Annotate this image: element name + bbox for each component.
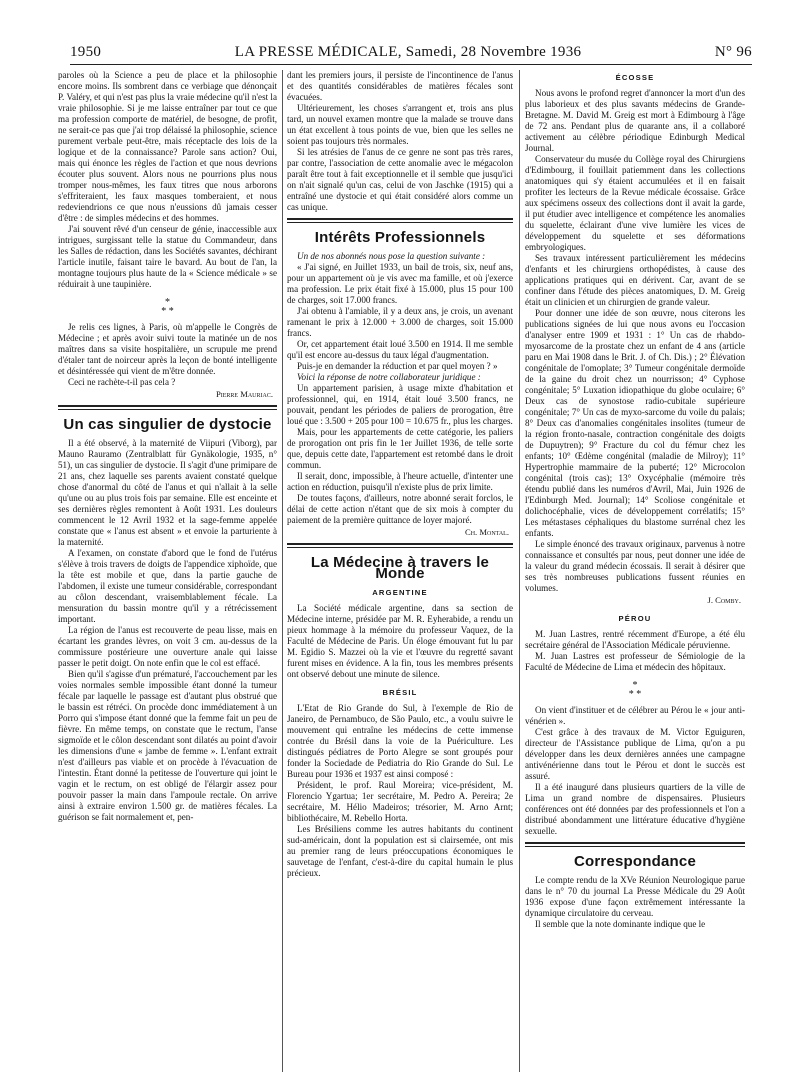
paragraph: Je relis ces lignes, à Paris, où m'appelle le Congrès de Médecine ; et après avoir suivi toute la matinée un de nos maîtres dans sa visite hospitalière, un scrupule me prend d'étaler tant de noirceur après la leçon de bonté intelligente et désintéressée qui vient de m'être donnée.: [58, 322, 277, 376]
paragraph: Nous avons le profond regret d'annoncer la mort d'un des plus laborieux et des plus savants médecins de Grande-Bretagne. M. David M. Greig est mort à Edimbourg à l'âge de 72 ans. Pendant plus de quarante ans, il a collaboré activement au célèbre périodique Edinburgh Medical Journal.: [525, 88, 745, 153]
paragraph: Si les atrésies de l'anus de ce genre ne sont pas très rares, par contre, l'association de cette anomalie avec le mégacolon paraît être tout à fait exceptionnelle et il semble que jusqu'ici on n'ait signalé qu'un cas, celui de von Jaschke (1915) qui a entraîné une dystocie et qui était considéré alors comme un cas unique.: [287, 147, 513, 212]
paragraph: M. Juan Lastres, rentré récemment d'Europe, a été élu secrétaire général de l'Association Médicale péruvienne.: [525, 629, 745, 650]
column-divider: [282, 70, 283, 1072]
paragraph: Il a été observé, à la maternité de Viipuri (Viborg), par Mauno Rauramo (Zentralblatt für Gynäkologie, 1935, n° 51), un cas singulier de dystocie. Il s'agit d'une primipare de 21 ans, chez laquelle ses parents avaient constaté quelque chose d'anormal du côté de l'anus et qui n'allait à la selle qu'une ou au plus trois fois par semaine. Elle est enceinte et ses dernières règles remontent à Août 1931. Les douleurs commencent le 12 Avril 1932 et la sage-femme appelée constate que « l'anus est absent » et envoie la parturiente à la maternité.: [58, 438, 277, 547]
paragraph: J'ai souvent rêvé d'un censeur de génie, inaccessible aux intrigues, surgissant telle la statue du Commandeur, dans les Salles de rédaction, dans les Sociétés savantes, déchirant l'article inutile, faisant taire le bavard. Au bout de l'an, la montagne toujours plus haute de la « Science médicale » se réduirait à une taupinière.: [58, 224, 277, 289]
page-header: [70, 44, 752, 65]
author-signature: Pierre Mauriac.: [215, 389, 273, 399]
paragraph: Pour donner une idée de son œuvre, nous citerons les publications signées de lui que nous avons eu l'occasion d'analyser entre 1909 et 1931 : 1° Un cas de rhabdo-myosarcome de la prostate chez un enfant de 4 ans (article paru en Mai 1908 dans le Brit. J. of Ch. Dis.) ; 2° Élévation congénitale de l'omoplate; 3° Tumeur congénitale dermoïde de la gaine du droit chez un nourrisson; 4° Cyphose congénitale; 5° Luxation idiopathique du globe oculaire; 6° Deux cas de synostose radio-cubitale supérieure congénitale; 7° Un cas de myxo-sarcome du voile du palais; 8° Deux cas d'anomalies congénitales insolites (tumeur de la région fronto-nasale, contraction congénitale des doigts de Dupuytren); 9° Fracture du col du fémur chez les enfants; 10° Œdème congénital (maladie de Milroy); 11° Hypertrophie mammaire de la puberté; 12° Microcolon congénital (trois cas); 13° Oxycéphalie (mémoire très étendu publié dans les numéros d'Avril, Mai, Juin 1926 de l'Edinburgh Med. Journal); 14° Scoliose congénitale et dolichocéphalie, vices de développement corrélatifs; 15° Les métastases céphaliques du blastome surrénal chez les enfants.: [525, 308, 745, 538]
paragraph: dant les premiers jours, il persiste de l'incontinence de l'anus et des quantités considérables de matières fécales sont évacuées.: [287, 70, 513, 102]
paragraph: Un appartement parisien, à usage mixte d'habitation et professionnel, qui, en 1914, était loué 3.500 francs, ne pouvait, pendant les périodes de paliers de prorogation, être loué que : 3.500 + 205 pour 100 = 10.675 fr., plus les charges.: [287, 383, 513, 426]
section-rule: [287, 547, 513, 548]
section-rule: [525, 846, 745, 847]
paragraph: C'est grâce à des travaux de M. Victor Eguiguren, directeur de l'Assistance publique de Lima, qu'on a pu développer dans les deux dernières années une campagne antivénérienne dans tout le Pérou et dont le succès est assuré.: [525, 727, 745, 781]
section-rule: [287, 543, 513, 545]
paragraph: De toutes façons, d'ailleurs, notre abonné serait forclos, le délai de cette action n'étant que de six mois à compter du paiement de la première quittance de loyer majoré.: [287, 493, 513, 525]
section-title: La Médecine à travers le Monde: [310, 554, 490, 582]
section-rule: [287, 222, 513, 223]
section-title: Correspondance: [574, 853, 696, 870]
issue-number: N° 96: [714, 44, 752, 60]
paragraph: Mais, pour les appartements de cette catégorie, les paliers de prorogation ont pris fin le 1er Juillet 1936, de telle sorte que, depuis cette date, l'appartement est retombé dans le droit commun.: [287, 427, 513, 470]
page-number: 1950: [70, 44, 102, 60]
paragraph: J'ai obtenu à l'amiable, il y a deux ans, je crois, un avenant ramenant le prix à 12.000 + 3.000 de charges, soit 15.000 francs.: [287, 306, 513, 338]
answer-intro: Voici la réponse de notre collaborateur juridique :: [297, 372, 481, 382]
asterism-top: *: [165, 297, 170, 308]
section-title: Un cas singulier de dystocie: [63, 416, 272, 433]
author-signature: J. Comby.: [707, 595, 741, 605]
asterism-bottom: * *: [628, 689, 642, 700]
asterism-top: *: [632, 680, 638, 691]
asterism: [525, 681, 745, 699]
country-heading: ÉCOSSE: [615, 73, 655, 82]
country-heading: PÉROU: [618, 614, 652, 623]
paragraph: Puis-je en demander la réduction et par quel moyen ? »: [297, 361, 498, 371]
paragraph: La région de l'anus est recouverte de peau lisse, mais en écartant les grandes lèvres, on voit 3 cm. au-dessus de la commissure postérieure une ouverture anale qui laisse passer le petit doigt. On note enfin que le col est effacé.: [58, 625, 277, 668]
section-rule: [58, 409, 277, 410]
paragraph: Ceci ne rachète-t-il pas cela ?: [68, 377, 176, 387]
paragraph: Ultérieurement, les choses s'arrangent et, trois ans plus tard, un nouvel examen montre que la malade se trouve dans un état excellent à tous points de vue, bien que les selles ne soient pas toujours très normales.: [287, 103, 513, 146]
paragraph: Or, cet appartement était loué 3.500 en 1914. Il me semble qu'il est encore au-dessus du taux légal d'augmentation.: [287, 339, 513, 360]
paragraph: Le simple énoncé des travaux originaux, parvenus à notre connaissance et consultés par nous, peut donner une idée de la valeur du grand médecin écossais. Il serait à désirer que ses très nombreuses publications fussent réunies en volumes.: [525, 539, 745, 593]
asterism: [58, 298, 277, 316]
column-2: [287, 70, 513, 1070]
country-heading: BRÉSIL: [382, 688, 418, 697]
column-divider: [519, 70, 520, 1072]
paragraph: Bien qu'il s'agisse d'un prématuré, l'accouchement par les voies normales semble impossible étant donné la tumeur fécale par laquelle le passage est d'autant plus obstrué que le bassin est rétréci. On procède donc immédiatement à un Porro qui s'impose étant donné que la femme fait un peu de fièvre. En même temps, on constate que le rectum, l'anse sigmoïde et le côlon descendant sont dilatés au point d'avoir les dimensions d'une « jambe de femme ». L'enfant extrait n'est d'ailleurs pas viable et on procède à l'évacuation de l'intestin. Étant donné la petitesse de l'ouverture qui joint le vagin et le rectum, on est obligé de l'élargir assez pour pouvoir passer la main dans l'ampoule rectale. On arrive ainsi à extraire environ 1.500 gr. de matières fécales. La guérison se fait normalement et, pen-: [58, 669, 277, 822]
paragraph: Il a été inauguré dans plusieurs quartiers de la ville de Lima un grand nombre de dispensaires. Plusieurs conférences ont été données par des professionnels et l'on a distribué abondamment une littérature éducative d'hygiène sexuelle.: [525, 782, 745, 836]
section-rule: [58, 405, 277, 407]
section-rule: [287, 218, 513, 220]
section-title: Intérêts Professionnels: [314, 229, 486, 246]
paragraph: A l'examen, on constate d'abord que le fond de l'utérus s'élève à trois travers de doigts de l'appendice xiphoïde, que la tête est mobile et que, dans la partie gauche de l'abdomen, il existe une tumeur considérable, correspondant au côlon descendant, vraisemblablement fécale. La mensuration du bassin montre qu'il y a rétrécissement important.: [58, 548, 277, 624]
paragraph: L'Etat de Rio Grande do Sul, à l'exemple de Rio de Janeiro, de Pernambuco, de São Paulo, etc., a voulu suivre le mouvement qui entraîne les médecins de cette immense contrée du Brésil dans la voie de la Puériculture. Les distingués pédiatres de Porto Alegre se sont groupés pour fonder la Sociedade de Pediatria do Rio Grande do Sul. Le Bureau pour 1936 et 1937 est ainsi composé :: [287, 703, 513, 779]
column-3: [525, 70, 745, 1070]
author-signature: Ch. Montal.: [464, 527, 509, 537]
country-heading: ARGENTINE: [372, 588, 428, 597]
paragraph: Le compte rendu de la XVe Réunion Neurologique parue dans le n° 70 du journal La Presse Médicale du 29 Août 1936 expose d'une façon extrêmement intéressante la dynamique circulatoire du cerveau.: [525, 875, 745, 918]
paragraph: M. Juan Lastres est professeur de Sémiologie de la Faculté de Médecine de Lima et médecin des hôpitaux.: [525, 651, 745, 672]
journal-title: LA PRESSE MÉDICALE, Samedi, 28 Novembre 1936: [234, 44, 582, 60]
paragraph: Conservateur du musée du Collège royal des Chirurgiens d'Edimbourg, il fouillait patiemment dans les collections anatomiques qui s'y étaient accumulées et il en faisait profiter les lecteurs de la Revue médicale écossaise. Grâce aux spécimens osseux des collections dont il avait la garde, il put étudier avec intelligence et compétence les anomalies du squelette, éclairant d'une vive lumière les vices de développement du squelette et ses déformations embryologiques.: [525, 154, 745, 252]
paragraph: On vient d'instituer et de célébrer au Pérou le « jour anti-vénérien ».: [525, 705, 745, 726]
section-rule: [525, 842, 745, 844]
paragraph: Il semble que la note dominante indique que le: [535, 919, 706, 929]
column-1: [58, 70, 277, 1070]
asterism-bottom: * *: [161, 306, 174, 317]
paragraph: Les Brésiliens comme les autres habitants du continent sud-américain, dont la population est si clairsemée, ont mis au premier rang de leurs préoccupations économiques le sauvetage de l'enfant, c'est-à-dire du capital humain le plus précieux.: [287, 824, 513, 878]
paragraph: paroles où la Science a peu de place et la philosophie encore moins. Ils sombrent dans ce verbiage que dénonçait P. Valéry, et qui n'est pas plus la vraie médecine qu'il n'est la vraie philosophie. Si je me laisse entraîner par tout ce que ma profession comporte de matériel, de besogne, de profit, ne serait-ce pas que j'ai trop délaissé la philosophie, science purement verbale peut-être, mais réceptacle des lois de la logique et de la connaissance? Parole sans action? Oui, mais qui énonce les règles de l'action et que nous devrions écouter plus souvent. Alors nous ne pourrions plus nous tromper nous-mêmes, les faux titres que nous arborons s'effriteraient, les faux masques tomberaient, et nous redeviendrions ce que nous n'eussions dû jamais cesser d'être : de simples médecins et des hommes.: [58, 70, 277, 223]
paragraph: La Société médicale argentine, dans sa section de Médecine interne, présidée par M. R. Eyherabide, a rendu un pieux hommage à la mémoire du professeur Vaquez, de la Faculté de Médecine de Paris. Un éloge émouvant fut lu par M. Egidio S. Mazzei où la vie et l'œuvre du regretté savant furent mises en évidence. A la fin, tous les membres présents ont observé debout une minute de silence.: [287, 603, 513, 679]
paragraph: Président, le prof. Raul Moreira; vice-président, M. Florencio Ygartua; 1er secrétaire, M. Pedro A. Pereira; 2e secrétaire, M. Hélio Madeiros; trésorier, M. Arno Arnt; bibliothécaire, M. Rebello Horta.: [287, 780, 513, 823]
question-intro: Un de nos abonnés nous pose la question suivante :: [297, 251, 486, 261]
paragraph: « J'ai signé, en Juillet 1933, un bail de trois, six, neuf ans, pour un appartement où je vis avec ma famille, et où j'exerce ma profession. Le prix était fixé à 15.000, plus 15 pour 100 de charges, soit 17.000 francs.: [287, 262, 513, 305]
paragraph: Il serait, donc, impossible, à l'heure actuelle, d'intenter une action en réduction, puisqu'il n'existe plus de prix limite.: [287, 471, 513, 492]
paragraph: Ses travaux intéressent particulièrement les médecins d'enfants et les chirurgiens orthopédistes, à cause des applications pratiques qui en dérivent. Car, avant de se confiner dans l'étude des pièces anatomiques, D. M. Greig était un clinicien et un chirurgien de grande valeur.: [525, 253, 745, 307]
